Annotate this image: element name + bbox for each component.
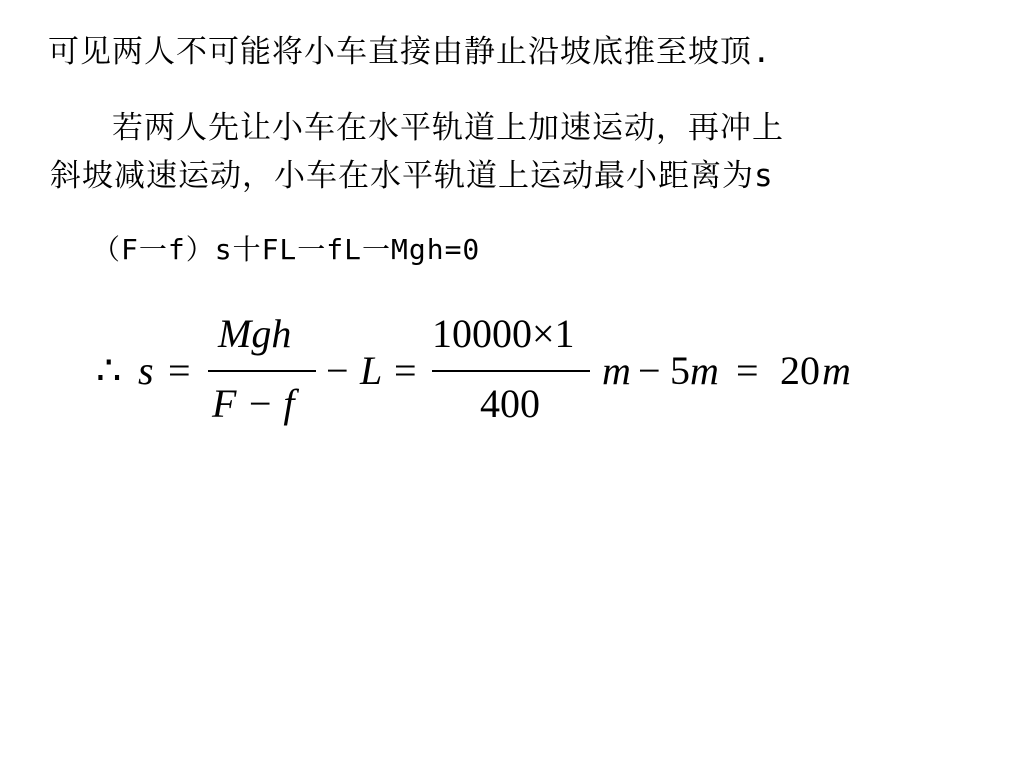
equals-sign-1: =: [168, 348, 191, 393]
therefore-symbol: ∴: [96, 348, 122, 393]
number-20: 20: [780, 348, 820, 393]
fraction-1-bar: [208, 370, 316, 372]
unit-m-3: m: [822, 348, 851, 393]
equals-sign-3: =: [736, 348, 759, 393]
text-line-2: 若两人先让小车在水平轨道上加速运动，再冲上: [112, 110, 784, 146]
unit-m-1: m: [602, 348, 631, 393]
fraction-1-numerator: Mgh: [218, 311, 292, 356]
minus-sign-1: −: [326, 348, 349, 393]
equals-sign-2: =: [394, 348, 417, 393]
fraction-2-denominator: 400: [480, 381, 540, 426]
variable-s: s: [138, 348, 154, 393]
text-line-1: 可见两人不可能将小车直接由静止沿坡底推至坡顶.: [48, 34, 772, 70]
formula-solution: [90, 300, 890, 440]
fraction-2-bar: [432, 370, 590, 372]
fraction-2-numerator: 10000×1: [432, 311, 575, 356]
text-line-3: 斜坡减速运动，小车在水平轨道上运动最小距离为s: [50, 158, 774, 194]
minus-sign-2: −: [638, 348, 661, 393]
fraction-1-denominator: F − f: [212, 381, 295, 426]
variable-L: L: [360, 348, 383, 393]
number-5: 5: [670, 348, 690, 393]
equation-energy: （F一f）s十FL一fL一Mgh=0: [92, 233, 481, 266]
unit-m-2: m: [690, 348, 719, 393]
